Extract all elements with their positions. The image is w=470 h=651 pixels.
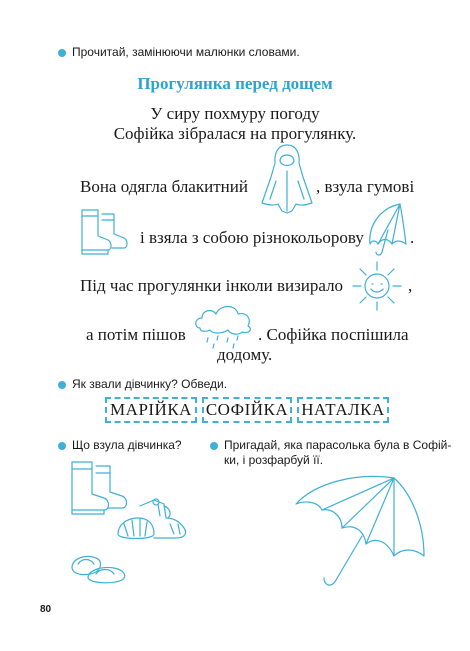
task4-instruction-line2: ки, і розфарбуй її.	[224, 453, 324, 467]
story-line-4b: .	[410, 228, 415, 247]
name-option-sofiika[interactable]: СОФІЙКА	[202, 397, 292, 423]
umbrella-icon	[362, 200, 415, 260]
task-bullet	[58, 442, 66, 450]
rubber-boots-icon	[76, 206, 134, 258]
raincoat-icon	[258, 141, 316, 217]
story-line-6a: а потім пішов	[86, 325, 186, 344]
task-bullet	[58, 49, 66, 57]
story-line-3b: , взула гумові	[316, 177, 415, 196]
umbrella-icon[interactable]	[284, 464, 434, 600]
story-line-5a: Під час прогулянки інколи визирало	[80, 276, 344, 295]
story-line-7: додому.	[217, 345, 273, 364]
story-line-1: У сиру похмуру погоду	[150, 104, 320, 123]
story-title: Прогулянка перед дощем	[137, 74, 333, 93]
story-line-6b: . Софійка поспішила	[258, 325, 409, 344]
task4-instruction-line1: Пригадай, яка парасолька була в Софій-	[224, 438, 452, 452]
task-bullet	[210, 442, 218, 450]
story-line-3a: Вона одягла блакитний	[80, 177, 248, 196]
task3-instruction: Що взула дівчинка?	[72, 438, 182, 452]
name-option-mariika[interactable]: МАРІЙКА	[105, 397, 197, 423]
name-option-natalka[interactable]: НАТАЛКА	[297, 397, 389, 423]
story-line-2: Софійка зібралася на прогулянку.	[113, 124, 357, 143]
story-line-5b: ,	[408, 276, 413, 295]
page-number: 80	[40, 604, 52, 615]
sun-icon	[348, 258, 406, 314]
task1-instruction: Прочитай, замінюючи малюнки словами.	[72, 45, 300, 59]
task-bullet	[58, 381, 66, 389]
slippers-icon[interactable]	[66, 538, 134, 588]
rain-cloud-icon	[192, 300, 258, 350]
story-line-4a: і взяла з собою різнокольорову	[140, 228, 364, 247]
task2-instruction: Як звали дівчинку? Обведи.	[72, 377, 228, 391]
